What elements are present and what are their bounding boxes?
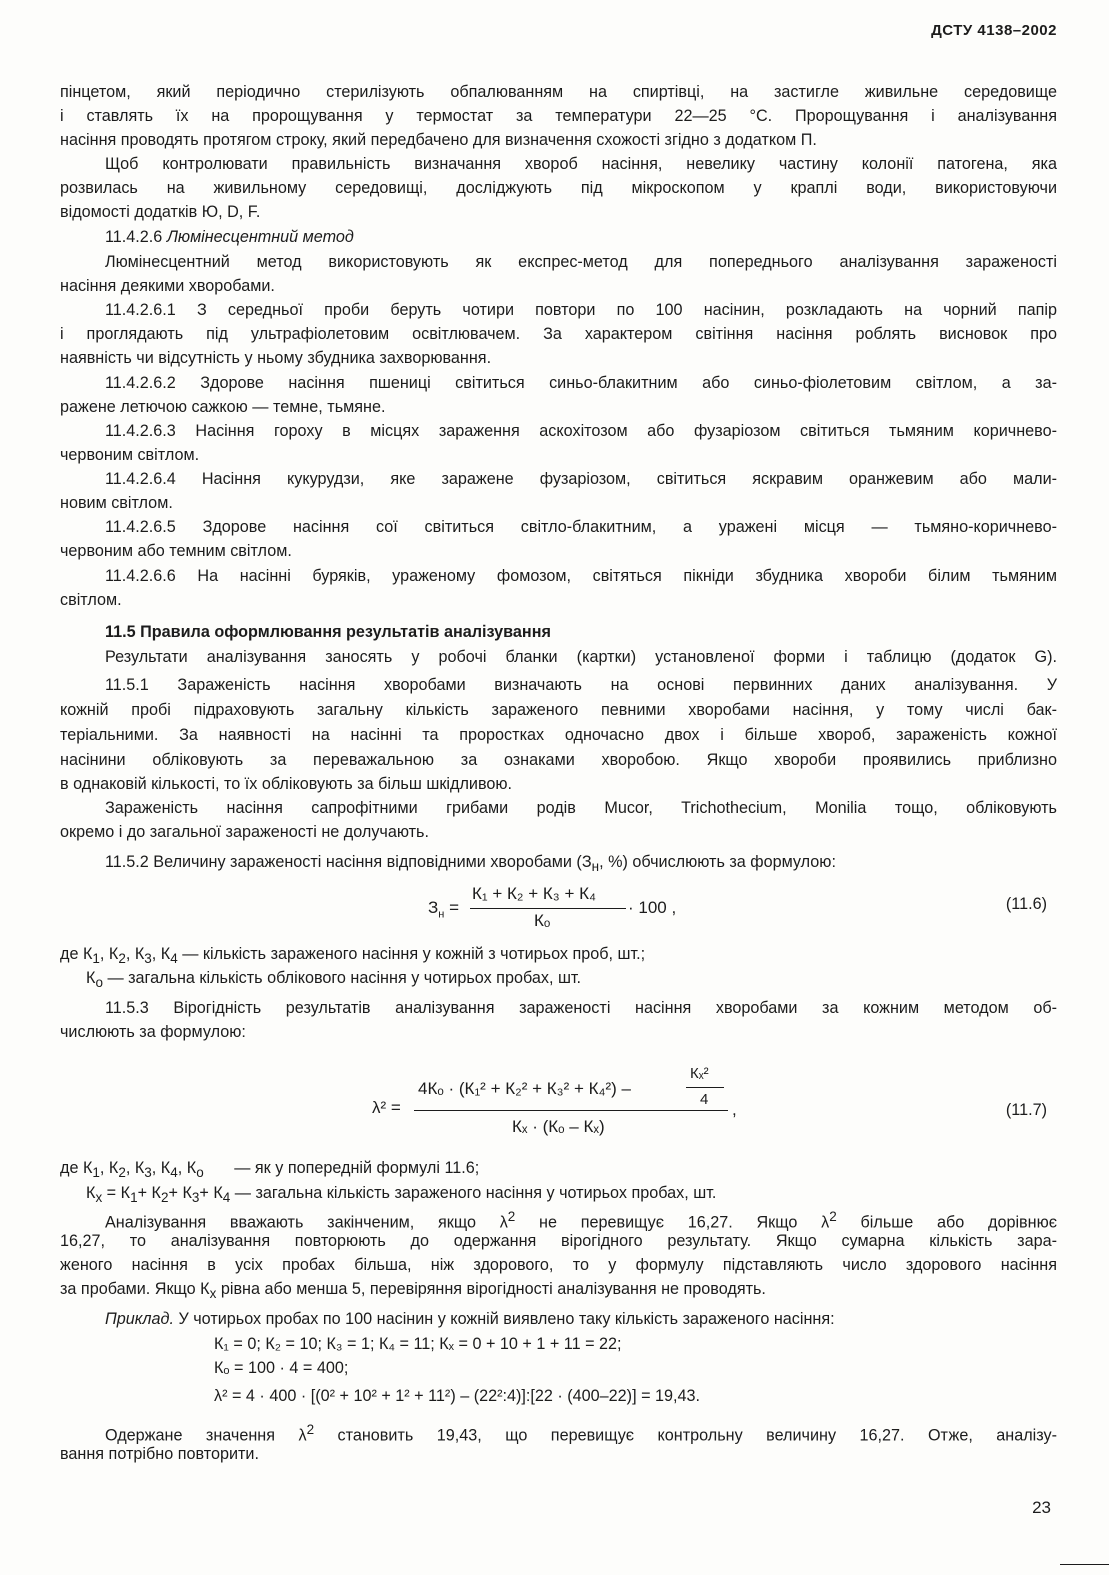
text-line: Щоб контролювати правильність визначання хвороб насіння, невелику частину колонії патогена, яка — [105, 155, 1057, 173]
text-line: 11.5.2 Величину зараженості насіння відповідними хворобами ($З_н$, %) обчислюють за формулою: — [105, 853, 836, 875]
formula-denominator: Кₓ · (Кₒ – Кₓ) — [512, 1117, 605, 1136]
text-line: ражене летючою сажкою — темне, тьмяне. — [60, 398, 386, 416]
text-line: світлом. — [60, 591, 122, 609]
formula-lhs: λ² = — [372, 1098, 401, 1117]
text-line: наявність чи відсутність у ньому збудника захворювання. — [60, 349, 492, 367]
section-heading-11-5: 11.5 Правила оформлювання результатів аналізування — [105, 623, 551, 641]
example-intro: Приклад. У чотирьох пробах по 100 насінин у кожній виявлено таку кількість зараженого насіння: — [105, 1310, 835, 1328]
text-line: теріальними. За наявності на насінні та проростках одночасно двох і більше хвороб, зараженість кожної — [60, 726, 1057, 744]
text-line: червоним світлом. — [60, 446, 200, 464]
formula-tail: , — [732, 1100, 737, 1119]
text-line: $К_о$ — загальна кількість облікового насіння у чотирьох пробах, шт. — [86, 969, 582, 991]
text-line: пінцетом, який періодично стерилізують обпалюванням на спиртівці, на застигле живильне середовище — [60, 83, 1057, 101]
document-code-header: ДСТУ 4138–2002 — [931, 22, 1057, 39]
text-line: Аналізування вважають закінченим, якщо $\lambda^2$ не перевищує 16,27. Якщо $\lambda^2$ більше або дорівнює — [105, 1209, 1057, 1232]
formula-lhs: $З_н$ = — [428, 898, 460, 921]
text-line: 11.4.2.6.5 Здорове насіння сої світиться світло-блакитним, а уражені місця — тьмяно-коричнево- — [105, 518, 1057, 536]
text-line: 11.4.2.6.1 З середньої проби беруть чотири повтори по 100 насінин, розкладають на чорний папір — [105, 301, 1057, 319]
fraction-bar — [414, 1110, 728, 1111]
text-line: розвилась на живильному середовищі, досліджують під мікроскопом у краплі води, використовуючи — [60, 179, 1057, 197]
text-line: 16,27, то аналізування повторюють до одержання вірогідного результату. Якщо сумарна кількість зара- — [60, 1232, 1057, 1250]
text-line: насіння деякими хворобами. — [60, 277, 275, 295]
equation-number: (11.6) — [1005, 895, 1047, 913]
formula-numerator: К₁ + К₂ + К₃ + К₄ — [472, 884, 596, 903]
equation-number: (11.7) — [1005, 1101, 1047, 1119]
fraction-bar — [470, 908, 626, 909]
text-line: 11.4.2.6.4 Насіння кукурудзи, яке заражене фузаріозом, світиться яскравим оранжевим або мали- — [105, 470, 1057, 488]
text-line: і проглядають під ультрафіолетовим освітлювачем. За характером світіння насіння роблять висновок про — [60, 325, 1057, 343]
text-line: 11.4.2.6.2 Здорове насіння пшениці світиться синьо-блакитним або синьо-фіолетовим світлом, а за- — [105, 374, 1057, 392]
text-line: в однаковій кількості, то їх обліковують за більш шкідливою. — [60, 775, 513, 793]
text-line: числюють за формулою: — [60, 1023, 246, 1041]
text-line: де $К_1$, $К_2$, $К_3$, $К_4$, $К_о$ — як у попередній формулі 11.6; — [60, 1159, 480, 1181]
text-line: кожній пробі підраховують загальну кількість зараженого певними хворобами насіння, у тому числі бак- — [60, 701, 1057, 719]
text-line: де $К_1$, $К_2$, $К_3$, $К_4$ — кількість зараженого насіння у кожній з чотирьох проб, шт.; — [60, 945, 646, 967]
example-line: λ² = 4 · 400 · [(0² + 10² + 1² + 11²) – (22²:4)]:[22 · (400–22)] = 19,43. — [214, 1387, 701, 1405]
text-line: 11.5.3 Вірогідність результатів аналізування зараженості насіння хворобами за кожним методом об- — [105, 999, 1057, 1017]
text-line: 11.5.1 Зараженість насіння хворобами визначають на основі первинних даних аналізування. У — [105, 676, 1057, 694]
formula-tail: · 100 , — [628, 898, 677, 917]
text-line: 11.4.2.6.3 Насіння гороху в місцях зараження аскохітозом або фузаріозом світиться тьмяним коричнево- — [105, 422, 1057, 440]
text-line: червоним або темним світлом. — [60, 542, 292, 560]
inner-fraction-top: Кₓ² — [690, 1065, 709, 1082]
inner-fraction-bottom: 4 — [700, 1091, 709, 1108]
text-line: насінини обліковують за переважальною за ознаками хворобою. Якщо хвороби проявились приблизно — [60, 751, 1057, 769]
text-line: Зараженість насіння сапрофітними грибами родів Mucor, Trichothecium, Monilia тощо, обліковують — [105, 799, 1057, 817]
text-line: новим світлом. — [60, 494, 173, 512]
example-line: К₁ = 0; К₂ = 10; К₃ = 1; К₄ = 11; Кₓ = 0 + 10 + 1 + 11 = 22; — [214, 1335, 622, 1353]
text-line: Одержане значення $\lambda^2$ становить 19,43, що перевищує контрольну величину 16,27. Отже, аналізу- — [105, 1422, 1057, 1445]
text-line: $К_х = К_1+ К_2+ К_3+ К_4$ — загальна кількість зараженого насіння у чотирьох пробах, шт. — [86, 1184, 717, 1206]
text-line: за пробами. Якщо $К_х$ рівна або менша 5, перевіряння вірогідності аналізування не проводять. — [60, 1280, 766, 1302]
formula-denominator: Кₒ — [534, 911, 551, 930]
example-line: Кₒ = 100 · 4 = 400; — [214, 1359, 349, 1377]
text-line: відомості додатків Ю, D, F. — [60, 203, 261, 221]
text-line: женого насіння в усіх пробах більша, ніж здорового, то у формулу підставляють число здорового насіння — [60, 1256, 1057, 1274]
text-line: Результати аналізування заносять у робочі бланки (картки) установленої форми і таблицю (додаток G). — [105, 648, 1057, 666]
text-line: окремо і до загальної зараженості не долучають. — [60, 823, 429, 841]
section-number: 11.4.2.6 — [105, 228, 163, 246]
text-line: Люмінесцентний метод використовують як експрес-метод для попереднього аналізування зараженості — [105, 253, 1057, 271]
formula-numerator: 4Кₒ · (К₁² + К₂² + К₃² + К₄²) – — [418, 1079, 631, 1098]
inner-fraction-bar — [686, 1087, 724, 1088]
text-line: вання потрібно повторити. — [60, 1445, 259, 1463]
section-title: Люмінесцентний метод — [166, 228, 354, 246]
text-line: насіння проводять протягом строку, який передбачено для визначення схожості згідно з додатком П. — [60, 131, 817, 149]
page-number: 23 — [1032, 1498, 1051, 1517]
text-line: і ставлять їх на пророщування у термостат за температури 22—25 °С. Пророщування і аналізування — [60, 107, 1057, 125]
section-heading-11-4-2-6 — [105, 227, 1057, 247]
text-line: 11.4.2.6.6 На насінні буряків, ураженому фомозом, світяться пікніди збудника хвороби білим тьмяним — [105, 567, 1057, 585]
scan-mark — [1060, 1564, 1109, 1565]
